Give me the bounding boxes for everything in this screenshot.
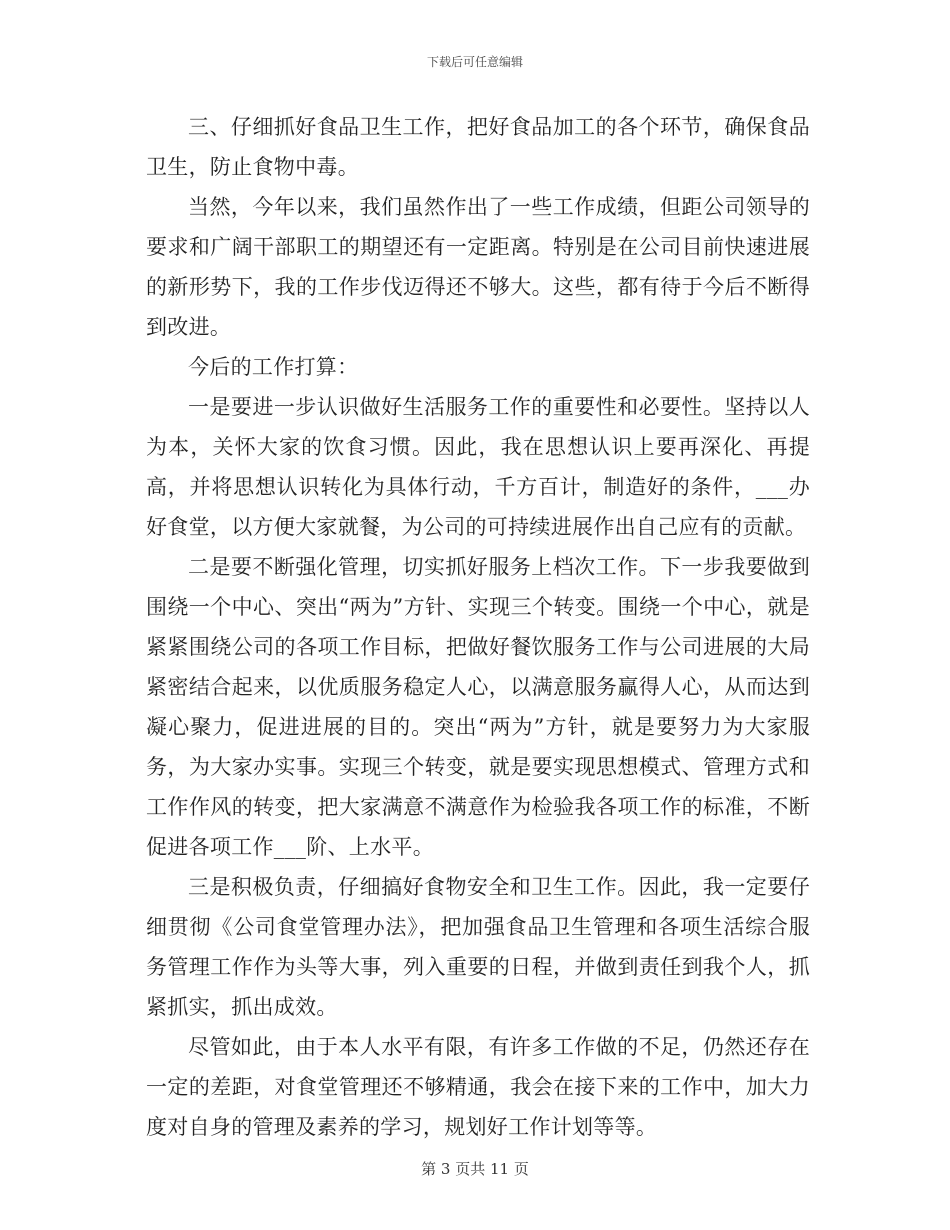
paragraph: 一是要进一步认识做好生活服务工作的重要性和必要性。坚持以人为本，关怀大家的饮食习惯。因此，我在思想认识上要再深化、再提高，并将思想认识转化为具体行动，千方百计，制造好的条件，___办好食堂，以方便大家就餐，为公司的可持续进展作出自己应有的贡献。 bbox=[146, 395, 810, 539]
document-body bbox=[146, 107, 810, 1147]
paragraph: 当然，今年以来，我们虽然作出了一些工作成绩，但距公司领导的要求和广阔干部职工的期望还有一定距离。特别是在公司目前快速进展的新形势下，我的工作步伐迈得还不够大。这些，都有待于今后不断得到改进。 bbox=[146, 195, 810, 339]
paragraph: 三是积极负责，仔细搞好食物安全和卫生工作。因此，我一定要仔细贯彻《公司食堂管理办法》，把加强食品卫生管理和各项生活综合服务管理工作作为头等大事，列入重要的日程，并做到责任到我个人，抓紧抓实，抓出成效。 bbox=[146, 875, 810, 1019]
page-number-footer: 第 3 页共 11 页 bbox=[421, 1160, 529, 1178]
paragraph: 尽管如此，由于本人水平有限，有许多工作做的不足，仍然还存在一定的差距，对食堂管理还不够精通，我会在接下来的工作中，加大力度对自身的管理及素养的学习，规划好工作计划等等。 bbox=[146, 1035, 810, 1139]
paragraph: 今后的工作打算： bbox=[188, 355, 359, 379]
page-header: 下载后可任意编辑 bbox=[426, 55, 523, 69]
paragraph: 三、仔细抓好食品卫生工作，把好食品加工的各个环节，确保食品卫生，防止食物中毒。 bbox=[146, 115, 810, 179]
paragraph: 二是要不断强化管理，切实抓好服务上档次工作。下一步我要做到围绕一个中心、突出“两为”方针、实现三个转变。围绕一个中心，就是紧紧围绕公司的各项工作目标，把做好餐饮服务工作与公司进展的大局紧密结合起来，以优质服务稳定人心，以满意服务赢得人心，从而达到凝心聚力，促进进展的目的。突出“两为”方针，就是要努力为大家服务，为大家办实事。实现三个转变，就是要实现思想模式、管理方式和工作作风的转变，把大家满意不满意作为检验我各项工作的标准，不断促进各项工作___阶、上水平。 bbox=[146, 555, 810, 859]
